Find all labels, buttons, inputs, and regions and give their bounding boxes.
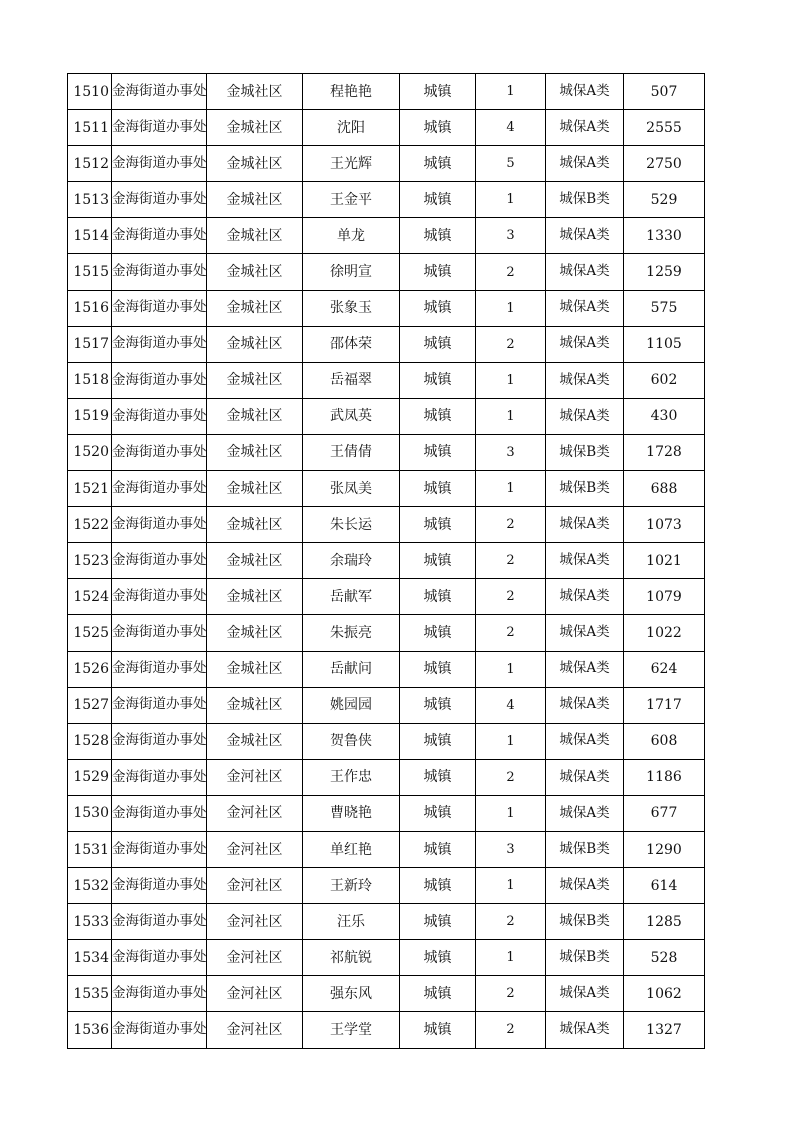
table-row	[68, 254, 705, 290]
name-cell: 岳献军	[303, 579, 400, 614]
name-cell: 王学堂	[303, 1012, 400, 1047]
street-office-cell: 金海街道办事处	[112, 832, 207, 867]
street-office-cell: 金海街道办事处	[112, 327, 207, 362]
amount-cell: 529	[624, 182, 705, 217]
table-row	[68, 507, 705, 543]
category-cell: 城保A类	[546, 74, 624, 109]
table-row	[68, 579, 705, 615]
person-count-cell: 1	[476, 868, 546, 903]
person-count-cell: 4	[476, 688, 546, 723]
person-count-cell: 3	[476, 218, 546, 253]
person-count-cell: 2	[476, 615, 546, 650]
community-cell: 金河社区	[207, 904, 303, 939]
name-cell: 单龙	[303, 218, 400, 253]
household-type-cell: 城镇	[400, 435, 476, 470]
row-number-cell: 1510	[68, 74, 112, 109]
household-type-cell: 城镇	[400, 652, 476, 687]
table-row	[68, 868, 705, 904]
name-cell: 程艳艳	[303, 74, 400, 109]
category-cell: 城保B类	[546, 471, 624, 506]
table-row	[68, 218, 705, 254]
street-office-cell: 金海街道办事处	[112, 399, 207, 434]
category-cell: 城保B类	[546, 182, 624, 217]
person-count-cell: 2	[476, 543, 546, 578]
person-count-cell: 2	[476, 254, 546, 289]
name-cell: 武凤英	[303, 399, 400, 434]
row-number-cell: 1517	[68, 327, 112, 362]
street-office-cell: 金海街道办事处	[112, 724, 207, 759]
person-count-cell: 1	[476, 652, 546, 687]
amount-cell: 688	[624, 471, 705, 506]
person-count-cell: 1	[476, 471, 546, 506]
person-count-cell: 2	[476, 579, 546, 614]
street-office-cell: 金海街道办事处	[112, 688, 207, 723]
category-cell: 城保A类	[546, 507, 624, 542]
street-office-cell: 金海街道办事处	[112, 652, 207, 687]
person-count-cell: 1	[476, 74, 546, 109]
person-count-cell: 1	[476, 796, 546, 831]
street-office-cell: 金海街道办事处	[112, 146, 207, 181]
category-cell: 城保A类	[546, 760, 624, 795]
row-number-cell: 1534	[68, 940, 112, 975]
table-row	[68, 904, 705, 940]
street-office-cell: 金海街道办事处	[112, 182, 207, 217]
household-type-cell: 城镇	[400, 724, 476, 759]
row-number-cell: 1516	[68, 291, 112, 326]
household-type-cell: 城镇	[400, 904, 476, 939]
row-number-cell: 1535	[68, 976, 112, 1011]
person-count-cell: 1	[476, 399, 546, 434]
street-office-cell: 金海街道办事处	[112, 363, 207, 398]
street-office-cell: 金海街道办事处	[112, 218, 207, 253]
amount-cell: 1186	[624, 760, 705, 795]
table-row	[68, 724, 705, 760]
category-cell: 城保A类	[546, 688, 624, 723]
person-count-cell: 2	[476, 760, 546, 795]
household-type-cell: 城镇	[400, 110, 476, 145]
amount-cell: 1022	[624, 615, 705, 650]
household-type-cell: 城镇	[400, 218, 476, 253]
table-row	[68, 615, 705, 651]
table-row	[68, 182, 705, 218]
row-number-cell: 1522	[68, 507, 112, 542]
table-row	[68, 688, 705, 724]
person-count-cell: 3	[476, 435, 546, 470]
household-type-cell: 城镇	[400, 182, 476, 217]
category-cell: 城保A类	[546, 543, 624, 578]
row-number-cell: 1525	[68, 615, 112, 650]
table-row	[68, 399, 705, 435]
category-cell: 城保A类	[546, 615, 624, 650]
community-cell: 金城社区	[207, 399, 303, 434]
community-cell: 金城社区	[207, 218, 303, 253]
row-number-cell: 1530	[68, 796, 112, 831]
community-cell: 金城社区	[207, 146, 303, 181]
amount-cell: 1290	[624, 832, 705, 867]
street-office-cell: 金海街道办事处	[112, 291, 207, 326]
table-row	[68, 796, 705, 832]
amount-cell: 1079	[624, 579, 705, 614]
category-cell: 城保B类	[546, 940, 624, 975]
amount-cell: 528	[624, 940, 705, 975]
row-number-cell: 1533	[68, 904, 112, 939]
name-cell: 贺鲁侠	[303, 724, 400, 759]
person-count-cell: 1	[476, 182, 546, 217]
category-cell: 城保A类	[546, 254, 624, 289]
street-office-cell: 金海街道办事处	[112, 615, 207, 650]
category-cell: 城保A类	[546, 146, 624, 181]
name-cell: 姚园园	[303, 688, 400, 723]
household-type-cell: 城镇	[400, 832, 476, 867]
person-count-cell: 2	[476, 1012, 546, 1047]
household-type-cell: 城镇	[400, 796, 476, 831]
amount-cell: 1105	[624, 327, 705, 362]
street-office-cell: 金海街道办事处	[112, 760, 207, 795]
community-cell: 金城社区	[207, 435, 303, 470]
amount-cell: 430	[624, 399, 705, 434]
amount-cell: 602	[624, 363, 705, 398]
household-type-cell: 城镇	[400, 507, 476, 542]
name-cell: 张象玉	[303, 291, 400, 326]
row-number-cell: 1531	[68, 832, 112, 867]
name-cell: 岳献问	[303, 652, 400, 687]
name-cell: 王新玲	[303, 868, 400, 903]
name-cell: 沈阳	[303, 110, 400, 145]
name-cell: 岳福翠	[303, 363, 400, 398]
name-cell: 王光辉	[303, 146, 400, 181]
row-number-cell: 1520	[68, 435, 112, 470]
table-row	[68, 74, 705, 110]
community-cell: 金城社区	[207, 291, 303, 326]
name-cell: 王作忠	[303, 760, 400, 795]
household-type-cell: 城镇	[400, 579, 476, 614]
community-cell: 金河社区	[207, 832, 303, 867]
row-number-cell: 1527	[68, 688, 112, 723]
amount-cell: 507	[624, 74, 705, 109]
household-type-cell: 城镇	[400, 146, 476, 181]
name-cell: 朱振亮	[303, 615, 400, 650]
household-type-cell: 城镇	[400, 291, 476, 326]
table-row	[68, 760, 705, 796]
row-number-cell: 1518	[68, 363, 112, 398]
community-cell: 金城社区	[207, 688, 303, 723]
row-number-cell: 1511	[68, 110, 112, 145]
person-count-cell: 2	[476, 327, 546, 362]
table-row	[68, 940, 705, 976]
name-cell: 朱长运	[303, 507, 400, 542]
community-cell: 金河社区	[207, 1012, 303, 1047]
category-cell: 城保B类	[546, 435, 624, 470]
community-cell: 金城社区	[207, 363, 303, 398]
community-cell: 金城社区	[207, 507, 303, 542]
street-office-cell: 金海街道办事处	[112, 904, 207, 939]
community-cell: 金城社区	[207, 74, 303, 109]
category-cell: 城保A类	[546, 976, 624, 1011]
table-row	[68, 1012, 705, 1048]
household-type-cell: 城镇	[400, 254, 476, 289]
amount-cell: 1285	[624, 904, 705, 939]
street-office-cell: 金海街道办事处	[112, 435, 207, 470]
name-cell: 汪乐	[303, 904, 400, 939]
table-row	[68, 291, 705, 327]
person-count-cell: 1	[476, 724, 546, 759]
street-office-cell: 金海街道办事处	[112, 543, 207, 578]
street-office-cell: 金海街道办事处	[112, 74, 207, 109]
household-type-cell: 城镇	[400, 543, 476, 578]
name-cell: 邵体荣	[303, 327, 400, 362]
person-count-cell: 3	[476, 832, 546, 867]
category-cell: 城保A类	[546, 1012, 624, 1047]
row-number-cell: 1532	[68, 868, 112, 903]
table-row	[68, 435, 705, 471]
amount-cell: 1728	[624, 435, 705, 470]
category-cell: 城保A类	[546, 796, 624, 831]
community-cell: 金城社区	[207, 471, 303, 506]
amount-cell: 677	[624, 796, 705, 831]
amount-cell: 1259	[624, 254, 705, 289]
category-cell: 城保B类	[546, 904, 624, 939]
person-count-cell: 2	[476, 904, 546, 939]
row-number-cell: 1519	[68, 399, 112, 434]
category-cell: 城保A类	[546, 327, 624, 362]
amount-cell: 624	[624, 652, 705, 687]
person-count-cell: 2	[476, 976, 546, 1011]
street-office-cell: 金海街道办事处	[112, 868, 207, 903]
row-number-cell: 1526	[68, 652, 112, 687]
household-type-cell: 城镇	[400, 615, 476, 650]
amount-cell: 1327	[624, 1012, 705, 1047]
household-type-cell: 城镇	[400, 471, 476, 506]
table-row	[68, 110, 705, 146]
amount-cell: 1021	[624, 543, 705, 578]
table-row	[68, 327, 705, 363]
street-office-cell: 金海街道办事处	[112, 507, 207, 542]
row-number-cell: 1521	[68, 471, 112, 506]
street-office-cell: 金海街道办事处	[112, 976, 207, 1011]
row-number-cell: 1523	[68, 543, 112, 578]
household-type-cell: 城镇	[400, 363, 476, 398]
table-row	[68, 146, 705, 182]
person-count-cell: 5	[476, 146, 546, 181]
community-cell: 金城社区	[207, 579, 303, 614]
street-office-cell: 金海街道办事处	[112, 471, 207, 506]
household-type-cell: 城镇	[400, 976, 476, 1011]
community-cell: 金城社区	[207, 254, 303, 289]
table-row	[68, 363, 705, 399]
category-cell: 城保A类	[546, 218, 624, 253]
person-count-cell: 2	[476, 507, 546, 542]
community-cell: 金河社区	[207, 940, 303, 975]
amount-cell: 1717	[624, 688, 705, 723]
community-cell: 金城社区	[207, 652, 303, 687]
person-count-cell: 4	[476, 110, 546, 145]
community-cell: 金河社区	[207, 976, 303, 1011]
category-cell: 城保A类	[546, 291, 624, 326]
name-cell: 王金平	[303, 182, 400, 217]
street-office-cell: 金海街道办事处	[112, 1012, 207, 1047]
person-count-cell: 1	[476, 291, 546, 326]
household-type-cell: 城镇	[400, 1012, 476, 1047]
name-cell: 祁航锐	[303, 940, 400, 975]
table-row	[68, 976, 705, 1012]
table-row	[68, 543, 705, 579]
row-number-cell: 1524	[68, 579, 112, 614]
household-type-cell: 城镇	[400, 688, 476, 723]
community-cell: 金河社区	[207, 760, 303, 795]
street-office-cell: 金海街道办事处	[112, 796, 207, 831]
household-type-cell: 城镇	[400, 74, 476, 109]
community-cell: 金河社区	[207, 868, 303, 903]
category-cell: 城保A类	[546, 399, 624, 434]
category-cell: 城保A类	[546, 363, 624, 398]
name-cell: 张凤美	[303, 471, 400, 506]
street-office-cell: 金海街道办事处	[112, 110, 207, 145]
household-type-cell: 城镇	[400, 940, 476, 975]
community-cell: 金城社区	[207, 110, 303, 145]
amount-cell: 608	[624, 724, 705, 759]
name-cell: 徐明宣	[303, 254, 400, 289]
row-number-cell: 1515	[68, 254, 112, 289]
community-cell: 金河社区	[207, 796, 303, 831]
community-cell: 金城社区	[207, 724, 303, 759]
street-office-cell: 金海街道办事处	[112, 940, 207, 975]
person-count-cell: 1	[476, 940, 546, 975]
street-office-cell: 金海街道办事处	[112, 254, 207, 289]
household-type-cell: 城镇	[400, 399, 476, 434]
household-type-cell: 城镇	[400, 760, 476, 795]
table-row	[68, 471, 705, 507]
category-cell: 城保A类	[546, 652, 624, 687]
table-row	[68, 652, 705, 688]
amount-cell: 1330	[624, 218, 705, 253]
name-cell: 王倩倩	[303, 435, 400, 470]
category-cell: 城保A类	[546, 110, 624, 145]
community-cell: 金城社区	[207, 615, 303, 650]
row-number-cell: 1536	[68, 1012, 112, 1047]
row-number-cell: 1528	[68, 724, 112, 759]
community-cell: 金城社区	[207, 182, 303, 217]
community-cell: 金城社区	[207, 543, 303, 578]
amount-cell: 1062	[624, 976, 705, 1011]
street-office-cell: 金海街道办事处	[112, 579, 207, 614]
amount-cell: 1073	[624, 507, 705, 542]
household-type-cell: 城镇	[400, 327, 476, 362]
name-cell: 单红艳	[303, 832, 400, 867]
table-row	[68, 832, 705, 868]
amount-cell: 2555	[624, 110, 705, 145]
category-cell: 城保A类	[546, 724, 624, 759]
person-count-cell: 1	[476, 363, 546, 398]
household-type-cell: 城镇	[400, 868, 476, 903]
category-cell: 城保A类	[546, 579, 624, 614]
amount-cell: 614	[624, 868, 705, 903]
category-cell: 城保A类	[546, 868, 624, 903]
name-cell: 余瑞玲	[303, 543, 400, 578]
row-number-cell: 1512	[68, 146, 112, 181]
amount-cell: 2750	[624, 146, 705, 181]
community-cell: 金城社区	[207, 327, 303, 362]
row-number-cell: 1529	[68, 760, 112, 795]
row-number-cell: 1514	[68, 218, 112, 253]
name-cell: 曹晓艳	[303, 796, 400, 831]
data-table	[67, 73, 705, 1049]
amount-cell: 575	[624, 291, 705, 326]
row-number-cell: 1513	[68, 182, 112, 217]
category-cell: 城保B类	[546, 832, 624, 867]
name-cell: 强东风	[303, 976, 400, 1011]
